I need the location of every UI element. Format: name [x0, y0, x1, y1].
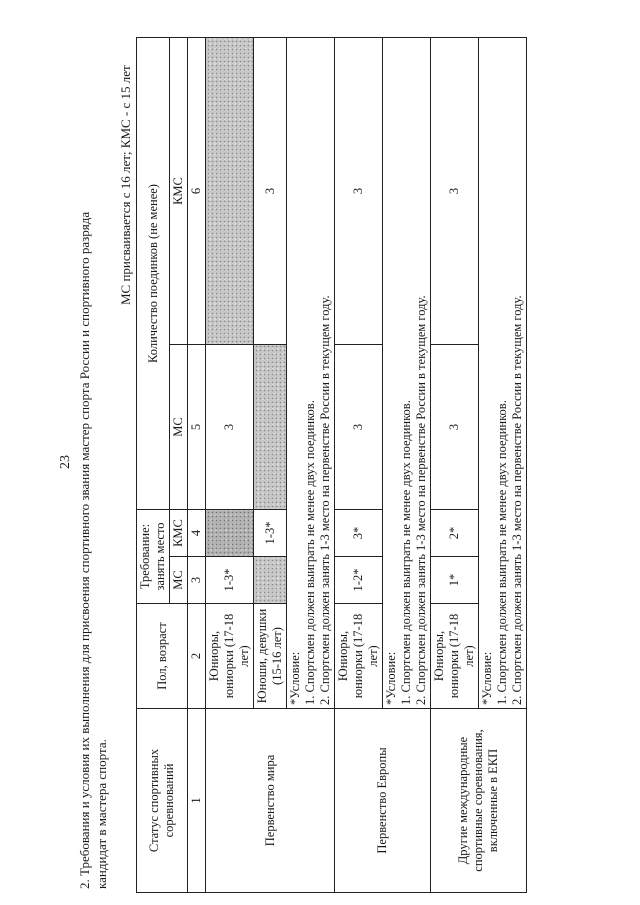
condition-line: 1. Спортсмен должен выиграть не менее двух поединков.	[495, 400, 509, 705]
place-kms-cell: 2*	[431, 510, 479, 557]
header-row	[137, 38, 170, 893]
bouts-ms-cell: 3	[335, 345, 383, 510]
condition-note	[479, 38, 527, 709]
page-number: 23	[58, 455, 73, 469]
condition-line: *Условие:	[384, 651, 398, 705]
status-cell: Первенство мира	[206, 709, 335, 893]
group-cell: Юниоры, юниорки (17-18 лет)	[206, 604, 254, 709]
header-requirement: Требование: занять место	[137, 510, 170, 604]
shaded-empty-cell	[206, 510, 254, 557]
table-row	[335, 38, 383, 893]
group-cell: Юниоры, юниорки (17-18 лет)	[335, 604, 383, 709]
condition-line: *Условие:	[480, 651, 494, 705]
condition-line: *Условие:	[288, 651, 302, 705]
heading-line-1: 2. Требования и условия их выполнения для присвоения спортивного звания мастер спорта России и спортивного разряда	[77, 211, 92, 889]
section-heading	[76, 29, 110, 889]
column-number: 2	[188, 604, 206, 709]
shaded-empty-cell	[206, 38, 254, 345]
age-note: МС присваивается с 16 лет; КМС - с 15 лет	[118, 65, 133, 305]
column-number: 4	[188, 510, 206, 557]
column-number: 5	[188, 345, 206, 510]
condition-line: 1. Спортсмен должен выиграть не менее двух поединков.	[399, 400, 413, 705]
header-bouts-kms: КМС	[170, 38, 188, 345]
status-cell: Первенство Европы	[335, 709, 431, 893]
condition-line: 2. Спортсмен должен занять 1-3 место на первенстве России в текущем году.	[510, 295, 524, 705]
bouts-ms-cell: 3	[206, 345, 254, 510]
requirements-table	[136, 37, 527, 893]
place-ms-cell: 1-2*	[335, 557, 383, 604]
condition-line: 2. Спортсмен должен занять 1-3 место на первенстве России в текущем году.	[318, 295, 332, 705]
place-kms-cell: 3*	[335, 510, 383, 557]
column-number: 3	[188, 557, 206, 604]
header-bouts-ms: МС	[170, 345, 188, 510]
bouts-kms-cell: 3	[431, 38, 479, 345]
header-place-ms: МС	[170, 557, 188, 604]
bouts-kms-cell: 3	[254, 38, 287, 345]
place-kms-cell: 1-3*	[254, 510, 287, 557]
condition-line: 1. Спортсмен должен выиграть не менее двух поединков.	[303, 400, 317, 705]
group-cell: Юниоры, юниорки (17-18 лет)	[431, 604, 479, 709]
place-ms-cell: 1*	[431, 557, 479, 604]
header-place-kms: КМС	[170, 510, 188, 557]
condition-line: 2. Спортсмен должен занять 1-3 место на первенстве России в текущем году.	[414, 295, 428, 705]
column-number-row	[188, 38, 206, 893]
condition-note	[287, 38, 335, 709]
column-number: 6	[188, 38, 206, 345]
status-cell: Другие международные спортивные соревнования, включенные в ЕКП	[431, 709, 527, 893]
bouts-ms-cell: 3	[431, 345, 479, 510]
column-number: 1	[188, 709, 206, 893]
heading-line-2: кандидат в мастера спорта.	[94, 739, 109, 889]
shaded-empty-cell	[254, 557, 287, 604]
header-status: Статус спортивных соревнований	[137, 709, 188, 893]
place-ms-cell: 1-3*	[206, 557, 254, 604]
bouts-kms-cell: 3	[335, 38, 383, 345]
header-bouts: Количество поединков (не менее)	[137, 38, 170, 510]
group-cell: Юноши, девушки (15-16 лет)	[254, 604, 287, 709]
header-gender-age: Пол, возраст	[137, 604, 188, 709]
condition-note	[383, 38, 431, 709]
shaded-empty-cell	[254, 345, 287, 510]
table-row	[206, 38, 254, 893]
table-row	[431, 38, 479, 893]
